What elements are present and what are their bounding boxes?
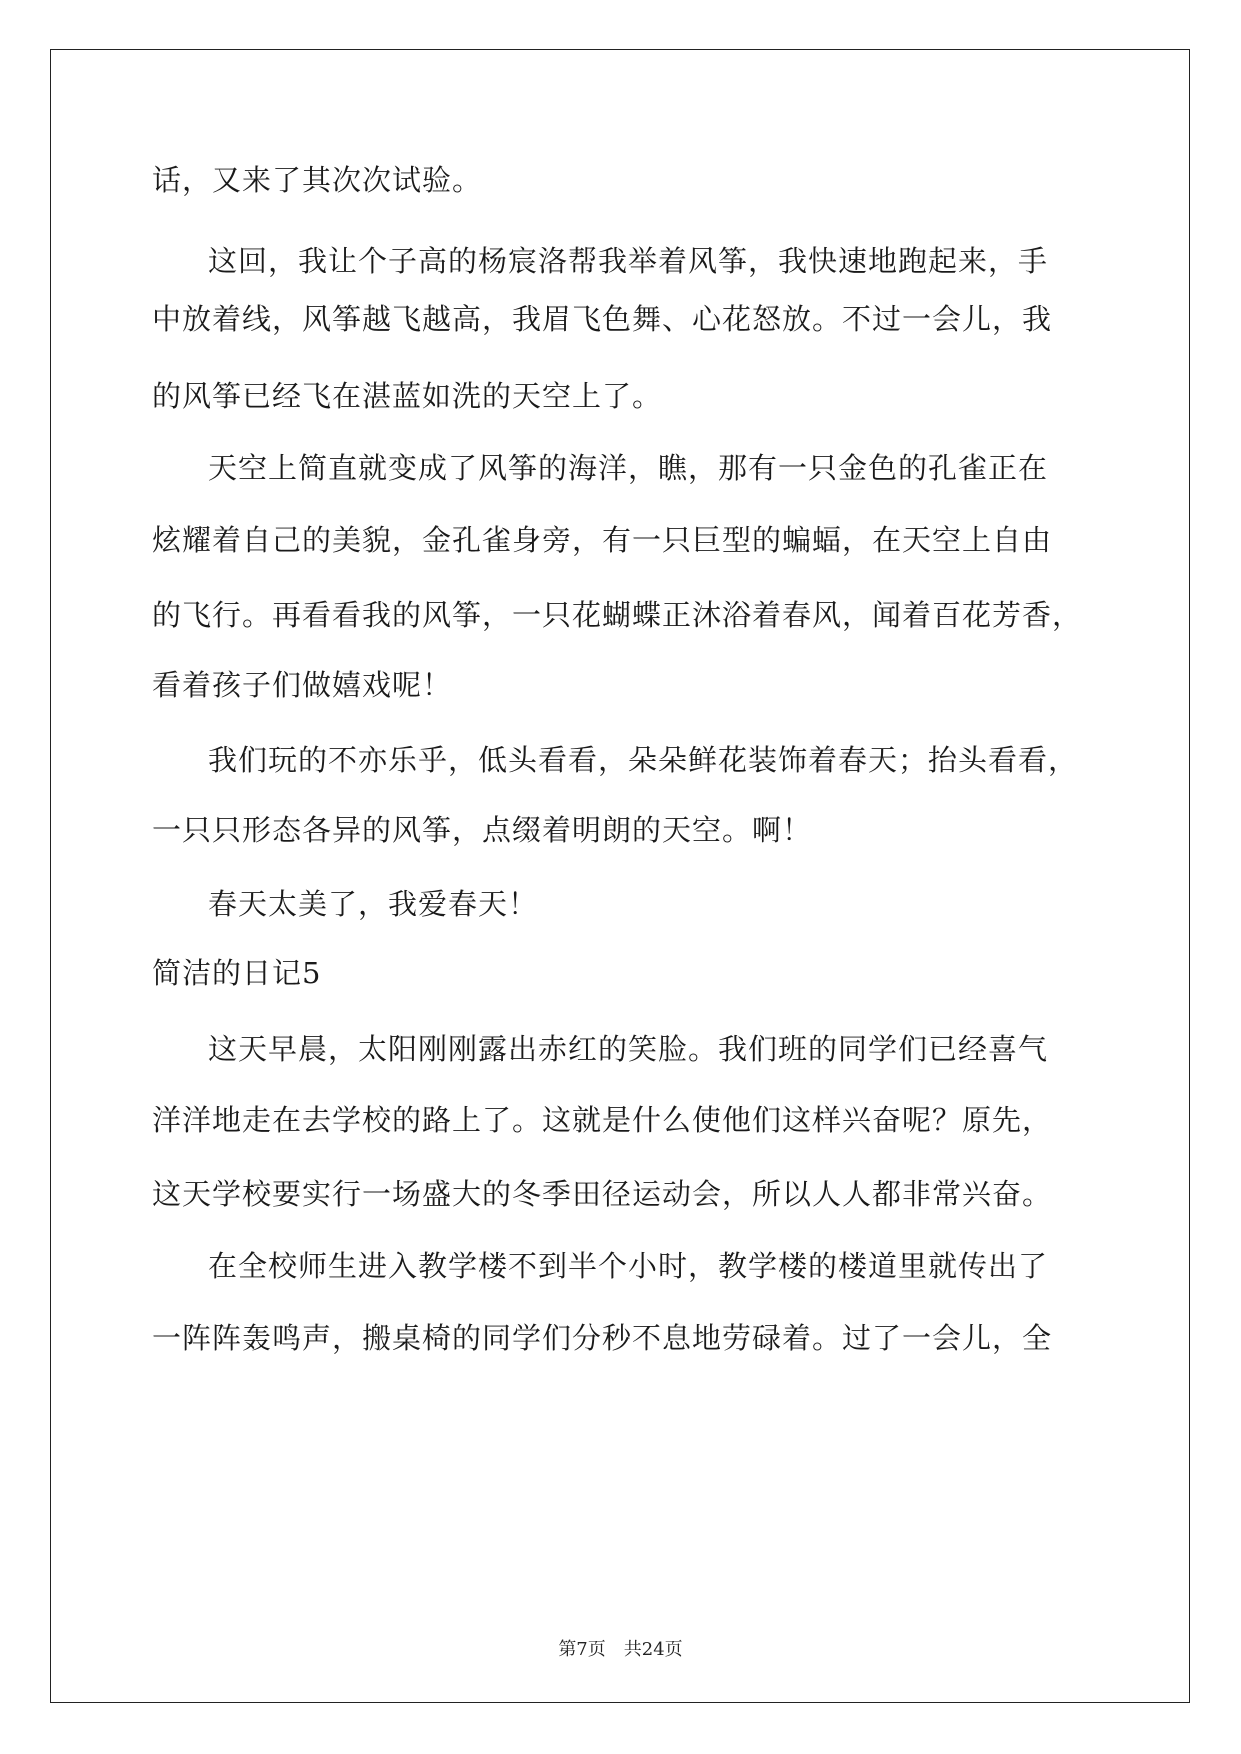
text-line-10: 一只只形态各异的风筝，点缀着明朗的天空。啊！ <box>152 813 813 847</box>
text-line-1: 话，又来了其次次试验。 <box>152 163 483 197</box>
text-line-4: 的风筝已经飞在湛蓝如洗的天空上了。 <box>152 379 663 413</box>
text-line-6: 炫耀着自己的美貌，金孔雀身旁，有一只巨型的蝙蝠，在天空上自由 <box>152 523 1053 557</box>
page-border <box>50 49 1190 1703</box>
text-line-2: 这回，我让个子高的杨宸洛帮我举着风筝，我快速地跑起来，手 <box>208 244 1049 278</box>
text-line-5: 天空上简直就变成了风筝的海洋，瞧，那有一只金色的孔雀正在 <box>208 451 1049 485</box>
text-line-7: 的飞行。再看看我的风筝，一只花蝴蝶正沐浴着春风，闻着百花芳香， <box>152 598 1083 632</box>
section-heading: 简洁的日记5 <box>152 956 322 990</box>
text-line-16: 在全校师生进入教学楼不到半个小时，教学楼的楼道里就传出了 <box>208 1249 1049 1283</box>
page-number-footer: 第7页 共24页 <box>558 1639 683 1660</box>
text-line-11: 春天太美了，我爱春天！ <box>208 887 539 921</box>
text-line-15: 这天学校要实行一场盛大的冬季田径运动会，所以人人都非常兴奋。 <box>152 1177 1053 1211</box>
text-line-14: 洋洋地走在去学校的路上了。这就是什么使他们这样兴奋呢？原先， <box>152 1103 1053 1137</box>
text-line-9: 我们玩的不亦乐乎，低头看看，朵朵鲜花装饰着春天；抬头看看， <box>208 743 1079 777</box>
text-line-13: 这天早晨，太阳刚刚露出赤红的笑脸。我们班的同学们已经喜气 <box>208 1032 1049 1066</box>
text-line-8: 看着孩子们做嬉戏呢！ <box>152 668 453 702</box>
text-line-3: 中放着线，风筝越飞越高，我眉飞色舞、心花怒放。不过一会儿，我 <box>152 302 1053 336</box>
text-line-17: 一阵阵轰鸣声，搬桌椅的同学们分秒不息地劳碌着。过了一会儿，全 <box>152 1321 1053 1355</box>
